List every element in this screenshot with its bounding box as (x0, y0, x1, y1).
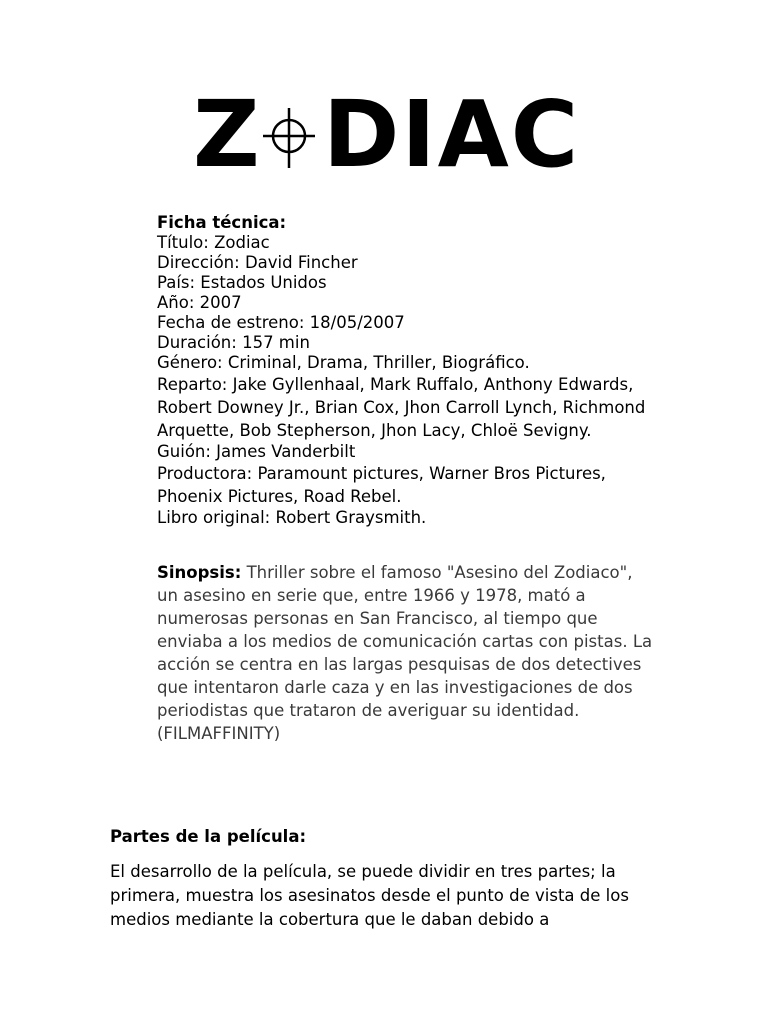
logo-letter-z: Z (193, 81, 262, 188)
crosshair-icon (263, 106, 315, 170)
ficha-guion: Guión: James Vanderbilt (157, 442, 356, 461)
ficha-libro-original: Libro original: Robert Graysmith. (157, 508, 427, 527)
partes-paragraph: El desarrollo de la película, se puede dividir en tres partes; la primera, muestra los asesinatos desde el punto de vista de los medios mediante la cobertura que le daban debido a (110, 862, 629, 929)
sinopsis-text: Thriller sobre el famoso "Asesino del Zodiaco", un asesino en serie que, entre 1966 y 1978, mató a numerosas personas en San Francisco, al tiempo que enviaba a los medios de comunicación cartas con pistas. La acción se centra en las largas pesquisas de dos detectives que intentaron darle caza y en las investigaciones de dos periodistas que trataron de averiguar su identidad. (FILMAFFINITY) (157, 563, 653, 743)
ficha-pais: País: Estados Unidos (157, 273, 327, 292)
ficha-genero: Género: Criminal, Drama, Thriller, Biográfico. (157, 353, 530, 372)
ficha-anio: Año: 2007 (157, 293, 242, 312)
logo-letters-diac: DIAC (323, 81, 581, 188)
ficha-fecha-estreno: Fecha de estreno: 18/05/2007 (157, 313, 405, 332)
ficha-titulo: Título: Zodiac (157, 233, 270, 252)
ficha-heading: Ficha técnica: (157, 213, 287, 232)
zodiac-logo (193, 81, 581, 188)
ficha-direccion: Dirección: David Fincher (157, 253, 358, 272)
sinopsis-label: Sinopsis: (157, 563, 242, 582)
ficha-productora: Productora: Paramount pictures, Warner Bros Pictures, Phoenix Pictures, Road Rebel. (157, 464, 606, 506)
partes-heading: Partes de la película: (110, 827, 307, 846)
ficha-reparto: Reparto: Jake Gyllenhaal, Mark Ruffalo, Anthony Edwards, Robert Downey Jr., Brian Cox, Jhon Carroll Lynch, Richmond Arquette, Bob Stepherson, Jhon Lacy, Chloë Sevigny. (157, 375, 646, 440)
sinopsis-paragraph (157, 561, 657, 745)
ficha-tecnica (157, 213, 657, 528)
ficha-duracion: Duración: 157 min (157, 333, 310, 352)
